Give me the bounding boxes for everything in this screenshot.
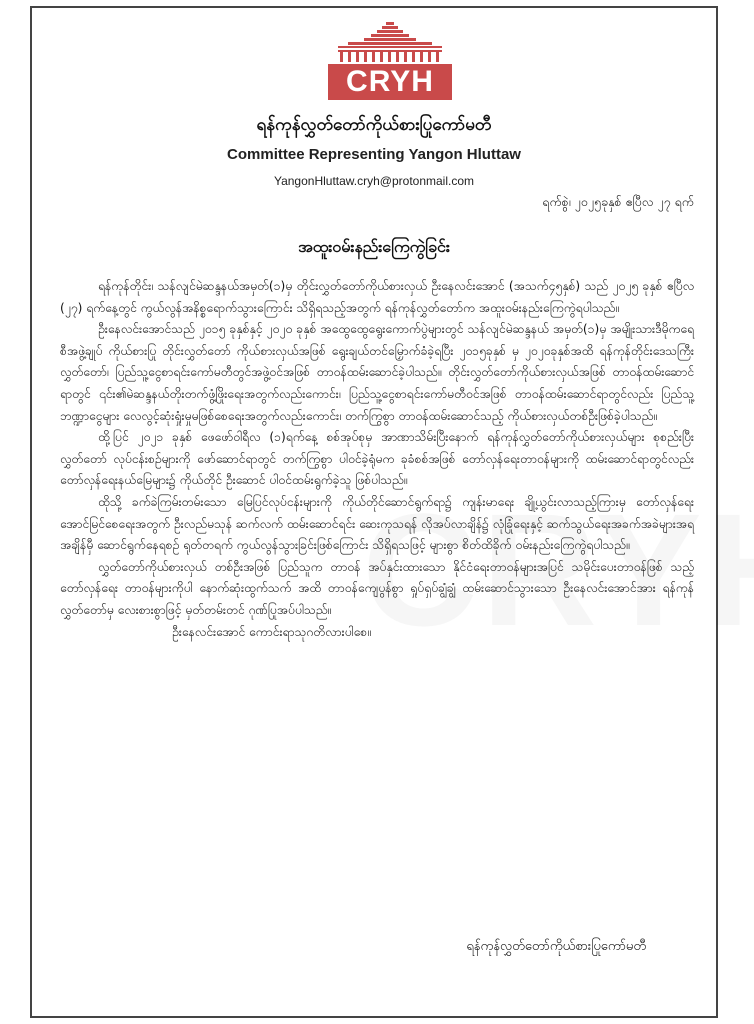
statement-body (60, 276, 694, 643)
paragraph-2: ဦးနေလင်းအောင်သည် ၂၀၁၅ ခုနှစ်နှင့် ၂၀၂၀ ခုနှစ် အထွေထွေရွေးကောက်ပွဲများတွင် သန်လျင်မဲဆန္ဒနယ် အမှတ်(၁)မှ အမျိုးသားဒီမိုကရေစီအဖွဲ့ချုပ် ကိုယ်စားပြု တိုင်းလွှတ်တော် ကိုယ်စားလှယ်အဖြစ် ရွေးချယ်တင်မြှောက်ခံခဲ့ရပြီး ၂၀၁၅ခုနှစ် မှ ၂၀၂၀ခုနှစ်အထိ ရန်ကုန်တိုင်းဒေသကြီးလွှတ်တော်၊ ပြည်သူ့ငွေစာရင်းကော်မတီတွင်အဖွဲ့ဝင်အဖြစ် တာဝန်ထမ်းဆောင်ခဲ့ပါသည်။ တိုင်းလွှတ်တော်ကိုယ်စားလှယ်အဖြစ် တာဝန်ထမ်းဆောင်ရာတွင် ၎င်း၏မဲဆန္ဒနယ်တိုးတက်ဖွံ့ဖြိုးရေးအတွက်လည်းကောင်း၊ ပြည်သူ့ငွေစာရင်းကော်မတီဝင်အဖြစ် တာဝန်ထမ်းဆောင်ရာတွင်လည်း ပြည်သူ့ဘဏ္ဍာငွေများ လေလွင့်ဆုံးရှုံးမှုမဖြစ်စေရေးအတွက်လည်းကောင်း၊ တက်ကြွစွာ တာဝန်ထမ်းဆောင်သည့် ကိုယ်စားလှယ်တစ်ဦးဖြစ်ခဲ့ပါသည်။ (60, 322, 694, 423)
contact-email: YangonHluttaw.cryh@protonmail.com (273, 174, 475, 188)
paragraph-4: ထိုသို့ ခက်ခဲကြမ်းတမ်းသော မြေပြင်လုပ်ငန်းများကို ကိုယ်တိုင်ဆောင်ရွက်ရာ၌ ကျန်းမာရေး ချို့ယွင်းလာသည့်ကြားမှ တော်လှန်ရေးအောင်မြင်စေရေးအတွက် ဦးလည်မသုန် ဆက်လက် ထမ်းဆောင်ရင်း ဆေးကုသရန် လိုအပ်လာချိန်၌ လုံခြုံရေးနှင့် ဆက်သွယ်ရေးအခက်အခဲများအရ အချိန်မှီ ဆောင်ရွက်နေရစဉ် ရုတ်တရက် ကွယ်လွန်သွားခြင်းဖြစ်ကြောင်း သိရှိရသဖြင့် များစွာ စိတ်ထိခိုက် ဝမ်းနည်းကြေကွဲရပါသည်။ (60, 494, 694, 553)
document-frame (30, 6, 718, 1018)
document-date: ရက်စွဲ၊ ၂၀၂၅ခုနှစ် ဧပြီလ ၂၇ ရက် (542, 194, 694, 209)
closing-line: ဦးနေလင်းအောင် ကောင်းရာသုဂတိလားပါစေ။ (172, 624, 371, 639)
statement-heading: အထူးဝမ်းနည်းကြေကွဲခြင်း (298, 237, 450, 256)
paragraph-3: ထို့ပြင် ၂၀၂၁ ခုနှစ် ဖေဖော်ဝါရီလ (၁)ရက်နေ့ စစ်အုပ်စုမှ အာဏာသိမ်းပြီးနောက် ရန်ကုန်လွှတ်တော်ကိုယ်စားလှယ်များ စုစည်းပြီး လွှတ်တော် လုပ်ငန်းစဉ်များကို ဖော်ဆောင်ရာတွင် တက်ကြွစွာ ပါဝင်ခဲ့ရုံမက ခုခံစစ်အဖြစ် တော်လှန်ရေးတာဝန်များကို ထမ်းဆောင်ရာတွင်လည်း တော်လှန်ရေးနယ်မြေများ၌ ကိုယ်တိုင် ဦးဆောင် ပါဝင်ထမ်းရွက်ခဲ့သူ ဖြစ်ပါသည်။ (60, 430, 694, 488)
logo-text: CRYH (346, 65, 434, 98)
paragraph-1: ရန်ကုန်တိုင်း၊ သန်လျင်မဲဆန္ဒနယ်အမှတ်(၁)မှ တိုင်းလွှတ်တော်ကိုယ်စားလှယ် ဦးနေလင်းအောင် (အသက်၄၅နှစ်) သည် ၂၀၂၅ ခုနှစ် ဧပြီလ (၂၇) ရက်နေ့တွင် ကွယ်လွန်အနိစ္စရောက်သွားကြောင်း သိရှိရသည့်အတွက် ရန်ကုန်လွှတ်တော်က အထူးဝမ်းနည်းကြေကွဲရပါသည်။ (60, 279, 694, 315)
paragraph-5: လွှတ်တော်ကိုယ်စားလှယ် တစ်ဦးအဖြစ် ပြည်သူက တာဝန် အပ်နှင်းထားသော နိုင်ငံရေးတာဝန်များအပြင် သမိုင်းပေးတာဝန်ဖြစ် သည့် တော်လှန်ရေး တာဝန်များကိုပါ နောက်ဆုံးထွက်သက် အထိ တာဝန်ကျေပွန်စွာ ရှုပ်ရှပ်ချွံချွံ ထမ်းဆောင်သွားသော ဦးနေလင်းအောင်အား ရန်ကုန်လွှတ်တော်မှ လေးစားစွာဖြင့် မှတ်တမ်းတင် ဂုဏ်ပြုအပ်ပါသည်။ (60, 559, 694, 617)
signature-committee: ရန်ကုန်လွှတ်တော်ကိုယ်စားပြုကော်မတီ (466, 939, 646, 954)
committee-title-english: Committee Representing Yangon Hluttaw (227, 146, 521, 163)
cryh-logo (324, 20, 456, 102)
committee-title-burmese: ရန်ကုန်လွှတ်တော်ကိုယ်စားပြုကော်မတီ (256, 115, 492, 135)
